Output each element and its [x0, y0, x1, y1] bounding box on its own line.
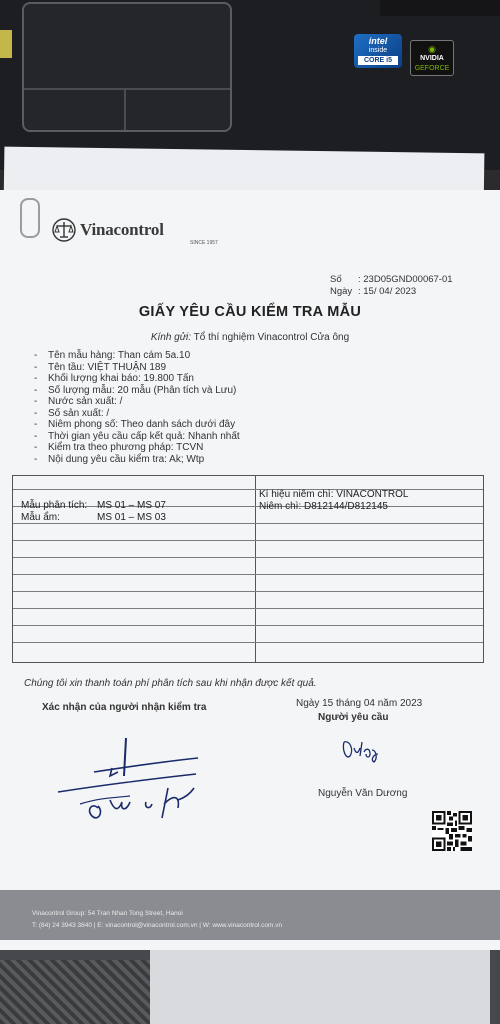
paper-stack [150, 950, 490, 1024]
table-cell: MS 01 – MS 03 [97, 512, 166, 523]
request-items [34, 350, 240, 465]
fabric-background [0, 960, 150, 1024]
laptop-sticker [0, 30, 12, 58]
footer-band [0, 890, 500, 940]
list-item: - Kiểm tra theo phương pháp: TCVN [34, 442, 240, 454]
document-meta [330, 274, 453, 298]
date-line: Ngày 15 tháng 04 năm 2023 [296, 698, 423, 709]
intel-sub: inside [368, 47, 388, 54]
so-value: : 23D05GND00067-01 [358, 274, 453, 285]
table-cell: Kí hiệu niêm chì: VINACONTROL [259, 489, 409, 500]
list-item: - Tên tầu: VIỆT THUẬN 189 [34, 362, 240, 374]
ngay-value: : 15/ 04/ 2023 [358, 286, 417, 297]
nvidia-sub: GEFORCE [414, 65, 450, 72]
list-item: - Nước sản xuất: / [34, 396, 240, 408]
so-label: Số [330, 274, 342, 285]
payment-note: Chúng tôi xin thanh toán phí phân tích sau khi nhận được kết quả. [24, 678, 317, 689]
requester-signature [340, 738, 384, 764]
intel-model: CORE i5 [358, 56, 398, 65]
recipient-line [0, 332, 500, 343]
receiver-signature [50, 738, 210, 830]
list-item: - Tên mẫu hàng: Than cám 5a.10 [34, 350, 240, 362]
signer-name: Nguyễn Văn Dương [318, 788, 408, 799]
nvidia-icon: ◉ [428, 44, 436, 54]
document-title: GIẤY YÊU CẦU KIỂM TRA MẪU [138, 304, 362, 320]
paperclip-icon [20, 198, 40, 238]
requester-label: Người yêu cầu [318, 712, 389, 723]
list-item: - Thời gian yêu cầu cấp kết quả: Nhanh nhất [34, 431, 240, 443]
list-item: - Niêm phong số: Theo danh sách dưới đây [34, 419, 240, 431]
table-cell: MS 01 – MS 07 [97, 500, 166, 511]
document-page [0, 190, 500, 950]
nvidia-brand: NVIDIA [420, 55, 444, 62]
list-item: - Số lượng mẫu: 20 mẫu (Phân tích và Lưu) [34, 385, 240, 397]
receiver-confirm-label: Xác nhận của người nhận kiểm tra [42, 702, 207, 713]
laptop-keys [380, 0, 500, 16]
scales-logo-icon [52, 218, 76, 242]
recipient-value: Tổ thí nghiệm Vinacontrol Cửa ông [193, 332, 350, 343]
table-row [21, 500, 166, 512]
ngay-label: Ngày [330, 286, 353, 297]
table-cell: Mẫu phân tích: [21, 500, 88, 511]
intel-sticker [354, 34, 402, 68]
footer-address: Vinacontrol Group: 54 Tran Nhan Tong Street, Hanoi [32, 910, 183, 917]
logo-since: SINCE 1957 [190, 240, 218, 246]
list-item: - Số sản xuất: / [34, 408, 240, 420]
laptop-touchpad [22, 2, 232, 132]
list-item: - Khối lượng khai báo: 19.800 Tấn [34, 373, 240, 385]
table-cell: Niêm chì: D812144/D812145 [259, 501, 388, 512]
table-cell: Mẫu ẩm: [21, 512, 60, 523]
laptop-background [0, 0, 500, 170]
list-item: - Nội dung yêu cầu kiểm tra: Ak; Wtp [34, 454, 240, 466]
recipient-label: Kính gửi: [150, 332, 192, 343]
company-logo [52, 218, 218, 246]
intel-brand: intel [368, 36, 388, 46]
nvidia-sticker [410, 40, 454, 76]
logo-name: Vinacontrol [80, 220, 164, 239]
footer-contact: T: (84) 24 3943 3840 | E: vinacontrol@vinacontrol.com.vn | W: www.vinacontrol.com.vn [32, 922, 283, 929]
sample-table [12, 475, 484, 663]
qr-code-icon [432, 808, 472, 854]
table-row [21, 512, 166, 524]
